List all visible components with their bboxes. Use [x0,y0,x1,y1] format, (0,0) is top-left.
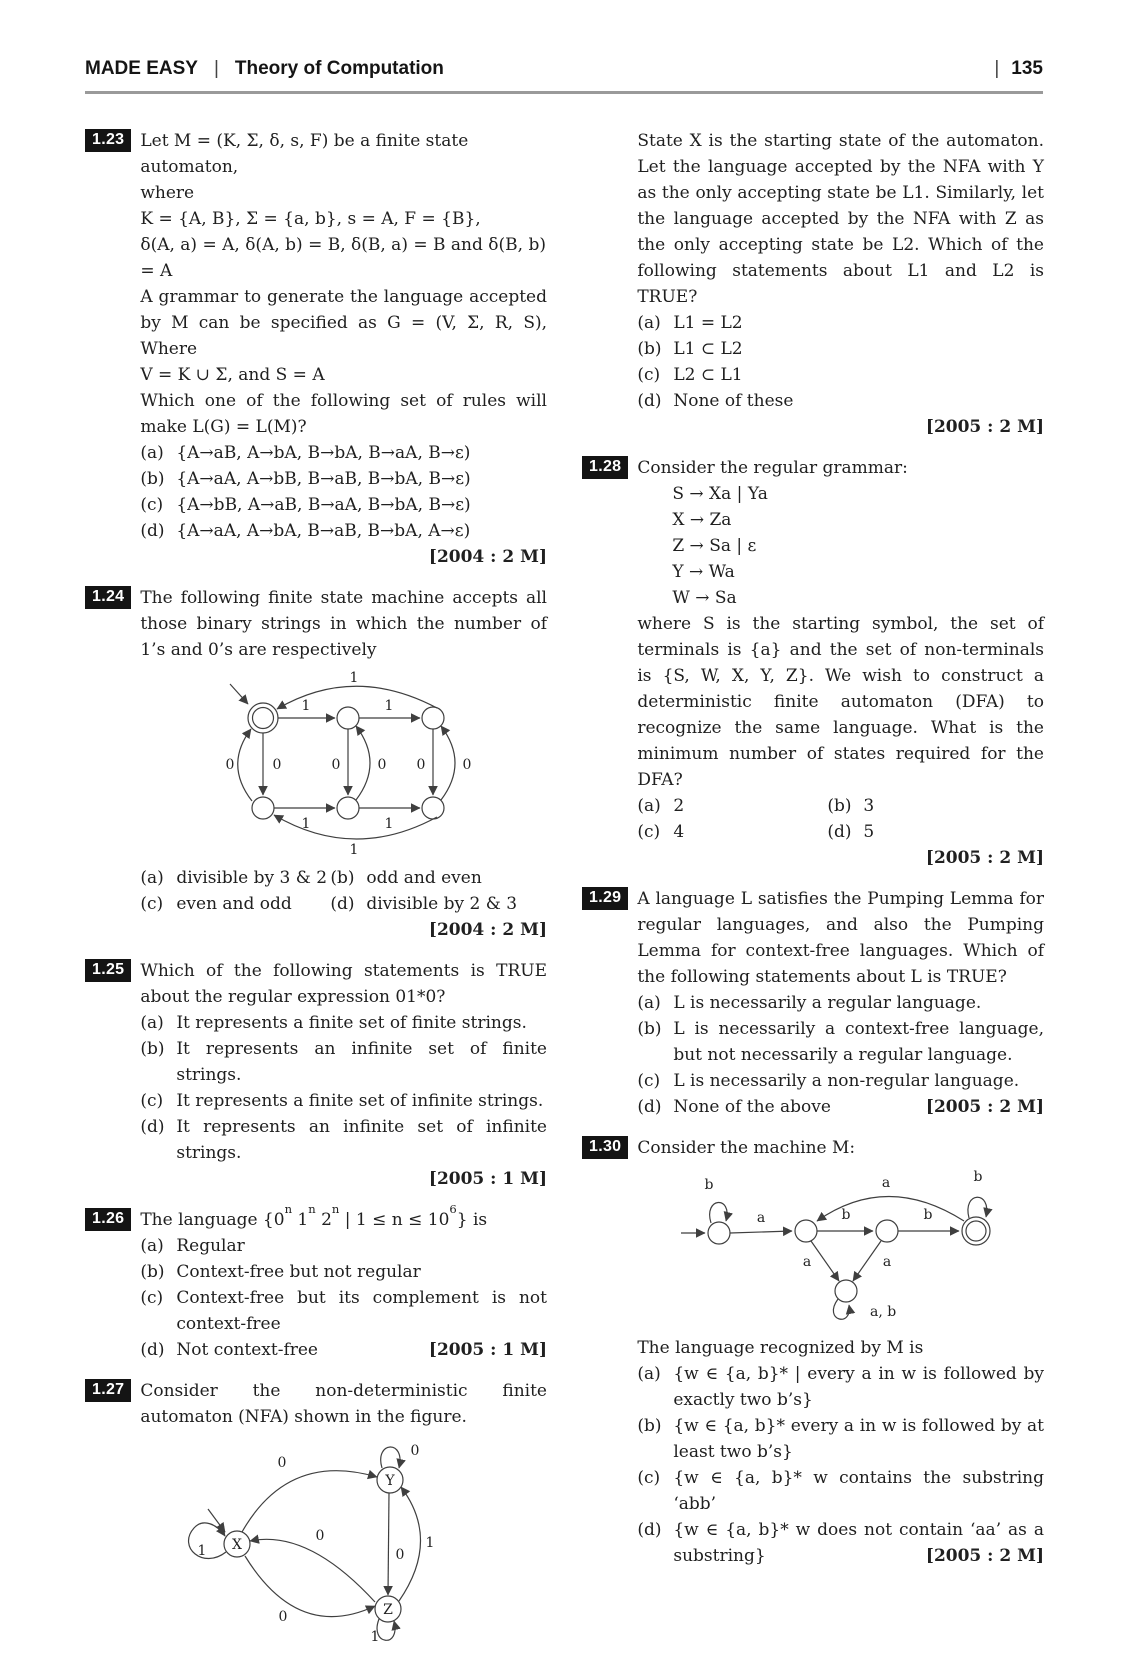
marks-badge: [2005 : 2 M] [925,848,1044,868]
option-label: (c) [140,1091,164,1111]
option-label: (c) [140,894,164,914]
question-text: A language L satisfies the Pumping Lemma for regular languages, and also the Pumping Lemma for context-free languages. Which of the following statements about L is TRUE? [637,889,1044,987]
option-b [140,1036,547,1088]
marks-badge: [2005 : 1 M] [428,1340,547,1360]
self-loop-y [381,1447,400,1468]
transition-edge [245,1556,375,1617]
option-text-fragment: {w ∈ {a, b}* w does not contain ‘aa’ as a substring} [673,1520,1044,1566]
edge-label: 0 [315,1528,325,1544]
marks-badge: [2004 : 2 M] [428,920,547,940]
option-label: (b) [140,469,165,489]
option-label: (d) [330,894,355,914]
option-c [140,492,547,518]
state-circle [835,1280,857,1302]
option-text-fragment: None of the above [673,1097,831,1117]
edge-label: 1 [301,698,311,714]
text-fragment: } is [456,1210,488,1230]
superscript: n [284,1202,292,1217]
state-circle [422,797,444,819]
option-text: Context-free but its complement is not context-free [176,1288,547,1334]
option-text: L1 ⊂ L2 [673,339,743,359]
option-d [140,1337,547,1363]
transition-edge [242,1471,377,1532]
state-label: X [232,1537,243,1553]
edge-label: 1 [301,816,311,832]
question-number-badge: 1.26 [85,1208,131,1231]
edge-label: b [841,1207,851,1223]
option-a [140,440,547,466]
start-arrow [230,684,248,704]
option-a [637,990,1044,1016]
header-divider: | [213,58,219,79]
option-label: (b) [140,1039,165,1059]
option-label: (d) [827,822,852,842]
option-label: (b) [330,868,355,888]
state-circle [252,797,274,819]
question-1-26 [85,1202,547,1363]
question-1-27 [85,1378,547,1664]
question-text: The following finite state machine accepts all those binary strings in which the number of 1’s and 0’s are respectively [140,588,547,660]
edge-label: b [923,1207,933,1223]
left-column [85,128,547,1679]
transition-edge [730,1231,792,1233]
option-label: (c) [637,1071,661,1091]
option-label: (b) [827,796,852,816]
option-a [140,1233,547,1259]
question-number-badge: 1.28 [582,456,628,479]
state-circle-start-accept-inner [253,708,274,729]
question-text: Consider the non-deterministic finite automaton (NFA) shown in the figure. [140,1381,547,1427]
option-label: (b) [637,1019,662,1039]
book-title: Theory of Computation [234,58,444,79]
state-circle-accept-inner [966,1221,986,1241]
edge-label: 0 [225,757,235,773]
option-text: L2 ⊂ L1 [673,365,743,385]
option-b [637,1413,1044,1465]
option-text: It represents an infinite set of finite strings. [176,1039,547,1085]
edge-label: 0 [377,757,387,773]
option-text: It represents an infinite set of infinite strings. [176,1117,547,1163]
option-text: 4 [673,822,685,842]
edge-label: a [803,1254,812,1270]
option-text: {w ∈ {a, b}* w contains the substring ‘abb’ [673,1468,1044,1514]
option-label: (c) [637,365,661,385]
edge-label: 1 [370,1629,380,1645]
question-text: State X is the starting state of the automaton. Let the language accepted by the NFA with Y as the only accepting state be L1. Similarly, let the language accepted by the NFA with Z as the only accepting state be L2. Which of the following statements about L1 and L2 is TRUE? [637,131,1044,307]
right-column [582,128,1044,1584]
transition-edge [853,1241,881,1281]
option-text: L is necessarily a context-free language, but not necessarily a regular language. [673,1019,1044,1065]
option-text [673,1517,1044,1569]
state-circle [337,797,359,819]
nfa-figure-1-27 [158,1437,547,1659]
option-text: Regular [176,1236,245,1256]
option-label: (a) [637,313,661,333]
option-text: L is necessarily a non-regular language. [673,1071,1020,1091]
question-text: The language recognized by M is [637,1338,924,1358]
formula-line: K = {A, B}, Σ = {a, b}, s = A, F = {B}, [140,209,481,229]
edge-label: b [973,1169,983,1185]
option-label: (b) [637,1416,662,1436]
question-number-badge: 1.24 [85,586,131,609]
option-label: (a) [637,993,661,1013]
text-fragment: 1 [292,1210,309,1230]
question-number-badge: 1.29 [582,887,628,910]
edge-label: 1 [384,816,394,832]
edge-label: 0 [277,1455,287,1471]
option-c [637,1465,1044,1517]
option-label: (b) [140,1262,165,1282]
option-a [140,865,330,891]
option-text: {A→aA, A→bA, B→aB, B→bA, A→ε) [176,521,471,541]
option-d [637,1094,1044,1120]
self-loop [968,1197,987,1218]
transition-edge [388,1493,389,1595]
text-fragment: The language {0 [140,1210,285,1230]
page-number: 135 [1011,58,1043,79]
question-text: where [140,183,195,203]
option-label: (a) [140,1013,164,1033]
transition-edge [441,726,455,800]
grammar-rule: W → Sa [672,588,737,608]
transition-edge [238,729,252,801]
start-arrow [208,1509,225,1532]
option-label: (c) [637,1468,661,1488]
option-label: (c) [637,822,661,842]
state-circle [422,707,444,729]
option-text: 5 [863,822,875,842]
question-1-27-continued [582,128,1044,440]
formula-line: δ(A, a) = A, δ(A, b) = B, δ(B, a) = B and δ(B, b) = A [140,235,546,281]
option-text: {w ∈ {a, b}* every a in w is followed by at least two b’s} [673,1416,1044,1462]
machine-figure-1-30 [659,1168,1044,1330]
transition-edge [811,1241,839,1281]
question-number-badge: 1.27 [85,1379,131,1402]
option-label: (a) [637,796,661,816]
page-number-divider: | [994,58,1000,79]
option-label: (d) [140,1117,165,1137]
option-text: odd and even [366,868,482,888]
option-text [176,1337,547,1363]
edge-label: 1 [349,842,359,858]
option-c [637,362,1044,388]
text-fragment: | 1 ≤ n ≤ 10 [339,1210,450,1230]
transition-edge [817,1197,964,1222]
transition-edge [399,1487,421,1601]
question-text: Consider the regular grammar: [637,458,908,478]
superscript: 6 [449,1202,457,1217]
option-label: (d) [637,391,662,411]
state-circle [876,1220,898,1242]
fsm-diagram-1-24 [188,670,508,860]
machine-diagram-1-30 [659,1168,1039,1330]
option-a [637,310,1044,336]
question-1-25 [85,958,547,1192]
grammar-rule: Y → Wa [672,562,735,582]
edge-label: 0 [462,757,472,773]
edge-label: 1 [349,670,359,686]
edge-label: 1 [197,1543,207,1559]
option-b [140,1259,547,1285]
question-1-30 [582,1135,1044,1569]
question-1-23 [85,128,547,570]
state-circle [795,1220,817,1242]
option-label: (a) [637,1364,661,1384]
option-b [140,466,547,492]
question-number-badge: 1.25 [85,959,131,982]
option-a [140,1010,547,1036]
state-circle [337,707,359,729]
self-loop [710,1202,727,1223]
option-b [330,865,547,891]
option-c [637,819,827,845]
option-b [637,336,1044,362]
question-text: A grammar to generate the language accepted by M can be specified as G = (V, Σ, R, S), Where [140,287,547,359]
edge-label: a [883,1254,892,1270]
option-text: divisible by 3 & 2 [176,868,328,888]
question-text: Let M = (K, Σ, δ, s, F) be a finite state automaton, [140,131,469,177]
edge-label: a, b [870,1304,897,1320]
transition-edge [250,1539,375,1602]
grammar-rule: Z → Sa | ε [672,536,757,556]
edge-label: a [882,1175,891,1191]
option-label: (d) [140,1340,165,1360]
option-text: Context-free but not regular [176,1262,421,1282]
option-c [140,1285,547,1337]
option-text [673,1094,1044,1120]
marks-badge: [2004 : 2 M] [428,547,547,567]
option-text: 3 [863,796,875,816]
transition-edge [356,726,370,800]
option-text: {A→bB, A→aB, B→aA, B→bA, B→ε) [176,495,471,515]
edge-label: 0 [410,1443,420,1459]
formula-line: V = K ∪ Σ, and S = A [140,365,325,385]
grammar-rule: S → Xa | Ya [672,484,768,504]
nfa-diagram-1-27 [158,1437,488,1659]
question-number-badge: 1.23 [85,129,131,152]
option-text: {w ∈ {a, b}* | every a in w is followed by exactly two b’s} [673,1364,1044,1410]
publisher-brand: MADE EASY [85,58,198,79]
question-text: Which one of the following set of rules will make L(G) = L(M)? [140,391,547,437]
state-label: Z [383,1602,394,1618]
header-rule [85,91,1043,94]
option-c [140,891,330,917]
page-header [85,58,1043,80]
option-label: (d) [140,521,165,541]
option-label: (d) [637,1520,662,1540]
option-text: {A→aB, A→bA, B→bA, B→aA, B→ε) [176,443,471,463]
option-label: (c) [140,495,164,515]
edge-label: b [704,1177,714,1193]
option-text: It represents a finite set of finite strings. [176,1013,527,1033]
option-text: {A→aA, A→bB, B→aB, B→bA, B→ε) [176,469,471,489]
option-a [637,793,827,819]
fsm-figure-1-24 [188,670,547,860]
option-text: divisible by 2 & 3 [366,894,518,914]
edge-label: 1 [425,1535,435,1551]
option-label: (d) [637,1097,662,1117]
option-c [637,1068,1044,1094]
edge-label: 0 [395,1547,405,1563]
marks-badge: [2005 : 2 M] [925,417,1044,437]
grammar-rule: X → Za [672,510,732,530]
question-text: Which of the following statements is TRUE about the regular expression 01*0? [140,961,547,1007]
state-circle [708,1222,730,1244]
question-number-badge: 1.30 [582,1136,628,1159]
edge-label: 1 [384,698,394,714]
question-1-29 [582,886,1044,1120]
option-d [827,819,1044,845]
marks-badge: [2005 : 1 M] [428,1169,547,1189]
marks-badge: [2005 : 2 M] [925,1097,1044,1117]
option-c [140,1088,547,1114]
option-label: (c) [140,1288,164,1308]
question-1-28 [582,455,1044,871]
question-text: Consider the machine M: [637,1138,856,1158]
option-label: (a) [140,868,164,888]
option-text: None of these [673,391,794,411]
option-b [827,793,1044,819]
option-a [637,1361,1044,1413]
edge-label: 0 [278,1609,288,1625]
edge-label: a [757,1210,766,1226]
edge-label: 0 [272,757,282,773]
option-d [140,1114,547,1166]
option-text: 2 [673,796,685,816]
option-text: It represents a finite set of infinite strings. [176,1091,544,1111]
question-text: where S is the starting symbol, the set of terminals is {a} and the set of non-terminals is {S, W, X, Y, Z}. We wish to construct a deterministic finite automaton (DFA) to recognize the same language. What is the minimum number of states required for the DFA? [637,614,1044,790]
option-label: (b) [637,339,662,359]
text-fragment: 2 [315,1210,332,1230]
transition-edge [274,815,437,839]
option-text: even and odd [176,894,292,914]
edge-label: 0 [331,757,341,773]
question-1-24 [85,585,547,943]
edge-label: 0 [416,757,426,773]
self-loop-x [189,1523,226,1559]
option-d [637,1517,1044,1569]
option-d [637,388,1044,414]
superscript: n [308,1202,316,1217]
option-text: L is necessarily a regular language. [673,993,982,1013]
option-label: (a) [140,1236,164,1256]
option-text-fragment: Not context-free [176,1340,318,1360]
option-b [637,1016,1044,1068]
question-text [140,1202,547,1233]
option-d [330,891,547,917]
marks-badge: [2005 : 2 M] [925,1546,1044,1566]
option-text: L1 = L2 [673,313,743,333]
superscript: n [331,1202,340,1217]
state-label: Y [385,1473,395,1489]
option-d [140,518,547,544]
option-label: (a) [140,443,164,463]
